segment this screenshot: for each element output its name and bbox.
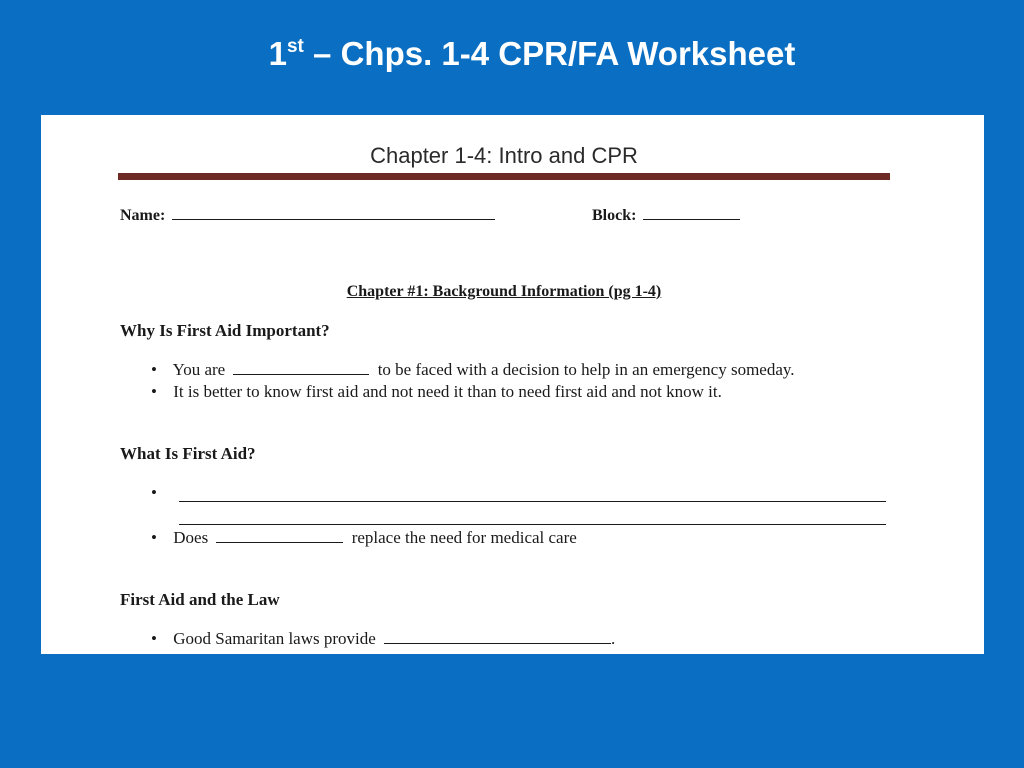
- slide-title: [0, 32, 1024, 76]
- name-label: Name:: [120, 207, 166, 224]
- block-row: [592, 205, 740, 225]
- name-blank: [172, 205, 495, 220]
- bullet-dot: •: [151, 360, 157, 379]
- q1-bullet-2: [151, 382, 722, 402]
- worksheet-heading: Chapter 1-4: Intro and CPR: [370, 143, 638, 168]
- q1-b2-text: It is better to know first aid and not need it than to need first aid and not know it.: [173, 382, 722, 401]
- q2-bullet-1: [151, 483, 169, 503]
- bullet-dot: •: [151, 382, 157, 401]
- worksheet-image: [41, 115, 984, 654]
- q1-b1-blank: [233, 360, 369, 375]
- q3-b1-before: Good Samaritan laws provide: [173, 629, 376, 648]
- q2-bullet-2: [151, 528, 577, 548]
- block-blank: [643, 205, 740, 220]
- name-row: [120, 205, 495, 225]
- q1-heading: Why Is First Aid Important?: [120, 321, 330, 340]
- bullet-dot: •: [151, 629, 157, 648]
- slide-title-prefix: 1: [268, 35, 287, 72]
- q3-b1-blank: [384, 629, 611, 644]
- q2-blank-line-1: [179, 501, 886, 502]
- q2-b2-before: Does: [173, 528, 209, 547]
- q1-b1-before: You are: [172, 360, 226, 379]
- block-label: Block:: [592, 207, 637, 224]
- q2-b2-blank: [216, 528, 343, 543]
- q3-bullet-1: [151, 629, 615, 649]
- q2-b2-after: replace the need for medical care: [351, 528, 577, 547]
- q3-heading: First Aid and the Law: [120, 590, 280, 609]
- q3-b1-after: .: [611, 629, 616, 648]
- slide-title-sup: st: [286, 36, 304, 57]
- slide-title-rest: – Chps. 1-4 CPR/FA Worksheet: [303, 35, 796, 72]
- q1-b1-after: to be faced with a decision to help in an emergency someday.: [377, 360, 795, 379]
- heading-rule: [118, 173, 890, 180]
- bullet-dot: •: [151, 528, 157, 547]
- bullet-dot: •: [151, 483, 157, 502]
- chapter-section-title: Chapter #1: Background Information (pg 1-4): [346, 283, 662, 300]
- q2-heading: What Is First Aid?: [120, 444, 256, 463]
- q2-blank-line-2: [179, 524, 886, 525]
- q1-bullet-1: [151, 360, 795, 380]
